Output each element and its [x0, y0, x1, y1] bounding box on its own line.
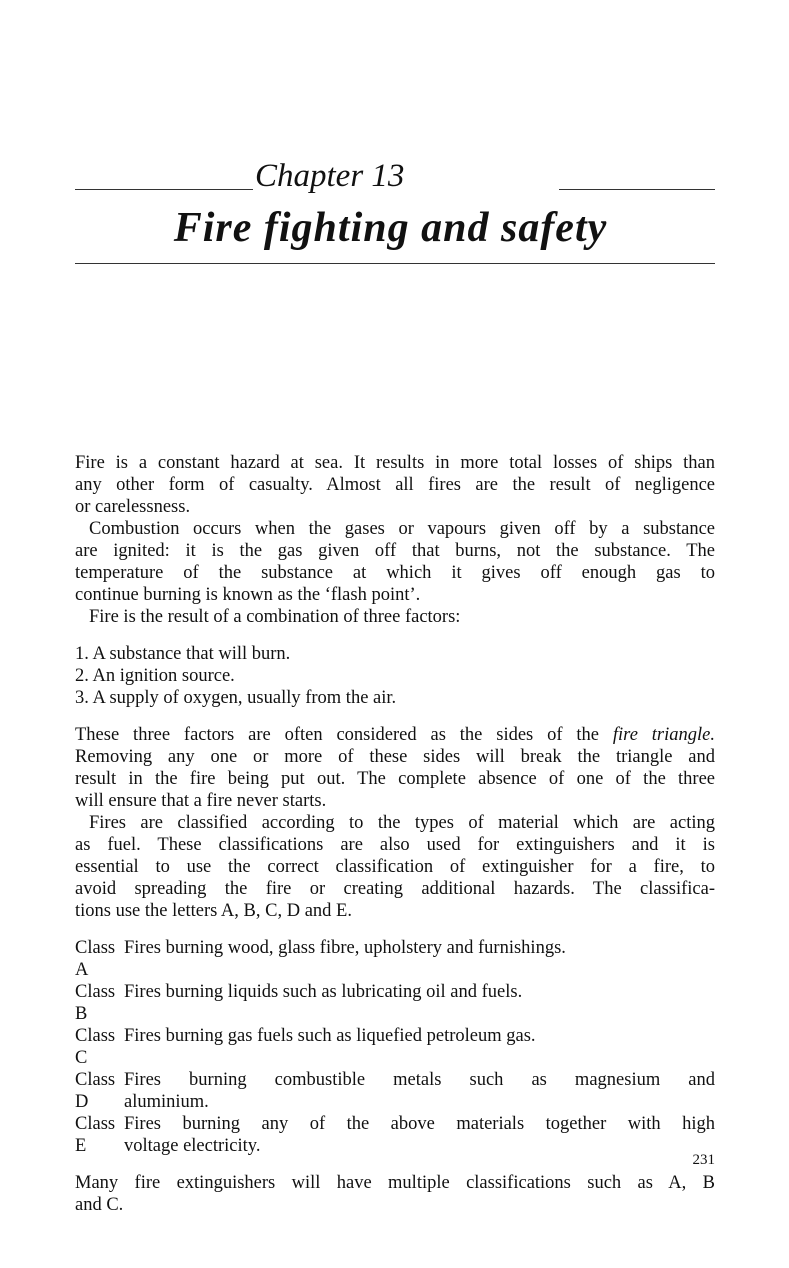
- text-line: Fires burning any of the above materials together with high: [124, 1114, 715, 1134]
- spacer: [75, 1157, 715, 1172]
- text-line: Fire is the result of a combination of three factors:: [89, 607, 461, 627]
- text-line: aluminium.: [124, 1092, 209, 1112]
- chapter-title: Fire fighting and safety: [173, 205, 608, 251]
- class-description: [124, 1069, 715, 1113]
- text-span: These three factors are often considered as the sides of the: [75, 725, 613, 745]
- text-line: avoid spreading the fire or creating additional hazards. The classifica-: [75, 879, 715, 899]
- class-label: Class D: [75, 1070, 116, 1112]
- class-label: Class E: [75, 1114, 116, 1156]
- chapter-label: Chapter 13: [255, 158, 405, 194]
- class-description: [124, 1113, 715, 1157]
- chapter-heading: [75, 156, 715, 196]
- paragraph: [75, 452, 715, 518]
- text-line: will ensure that a fire never starts.: [75, 791, 327, 811]
- text-line: Fires burning wood, glass fibre, upholstery and furnishings.: [124, 938, 566, 958]
- divider: [559, 189, 715, 190]
- paragraph: [75, 746, 715, 812]
- divider: [75, 263, 715, 264]
- list-item: 3. A supply of oxygen, usually from the air.: [75, 688, 397, 708]
- class-label: Class A: [75, 938, 116, 980]
- class-label: Class B: [75, 982, 116, 1024]
- list-item: 2. An ignition source.: [75, 666, 235, 686]
- class-description: [124, 937, 715, 981]
- text-line: [75, 724, 715, 746]
- text-line: Combustion occurs when the gases or vapours given off by a substance: [89, 519, 715, 539]
- text-line: voltage electricity.: [124, 1136, 261, 1156]
- text-line: result in the fire being put out. The complete absence of one of the three: [75, 769, 715, 789]
- paragraph: [75, 518, 715, 606]
- text-line: tions use the letters A, B, C, D and E.: [75, 901, 352, 921]
- text-line: essential to use the correct classification of extinguisher for a fire, to: [75, 857, 715, 877]
- text-line: Removing any one or more of these sides will break the triangle and: [75, 747, 715, 767]
- list-item: 1. A substance that will burn.: [75, 644, 291, 664]
- text-line: Fires burning gas fuels such as liquefied petroleum gas.: [124, 1026, 536, 1046]
- divider: [75, 189, 253, 190]
- spacer: [75, 709, 715, 724]
- class-item: [75, 981, 715, 1025]
- class-item: [75, 1113, 715, 1157]
- spacer: [75, 628, 715, 643]
- class-label: Class C: [75, 1026, 116, 1068]
- text-line: continue burning is known as the ‘flash point’.: [75, 585, 421, 605]
- text-line: Fire is a constant hazard at sea. It results in more total losses of ships than: [75, 453, 715, 473]
- paragraph: [75, 606, 715, 628]
- italic-term: fire triangle.: [612, 725, 715, 745]
- class-description: [124, 1025, 715, 1069]
- text-line: any other form of casualty. Almost all fires are the result of negligence: [75, 475, 715, 495]
- text-line: and C.: [75, 1195, 124, 1215]
- spacer: [75, 922, 715, 937]
- text-line: Fires burning combustible metals such as magnesium and: [124, 1070, 715, 1090]
- class-description: [124, 981, 715, 1025]
- class-item: [75, 937, 715, 981]
- text-line: Many fire extinguishers will have multiple classifications such as A, B: [75, 1173, 715, 1193]
- paragraph: [75, 812, 715, 922]
- body-text: [75, 452, 715, 1216]
- text-line: as fuel. These classifications are also used for extinguishers and it is: [75, 835, 715, 855]
- text-line: Fires are classified according to the types of material which are acting: [89, 813, 715, 833]
- text-line: or carelessness.: [75, 497, 191, 517]
- class-item: [75, 1069, 715, 1113]
- text-line: Fires burning liquids such as lubricating oil and fuels.: [124, 982, 523, 1002]
- page-number: 231: [692, 1152, 715, 1168]
- text-line: are ignited: it is the gas given off that burns, not the substance. The: [75, 541, 715, 561]
- class-item: [75, 1025, 715, 1069]
- text-line: temperature of the substance at which it gives off enough gas to: [75, 563, 715, 583]
